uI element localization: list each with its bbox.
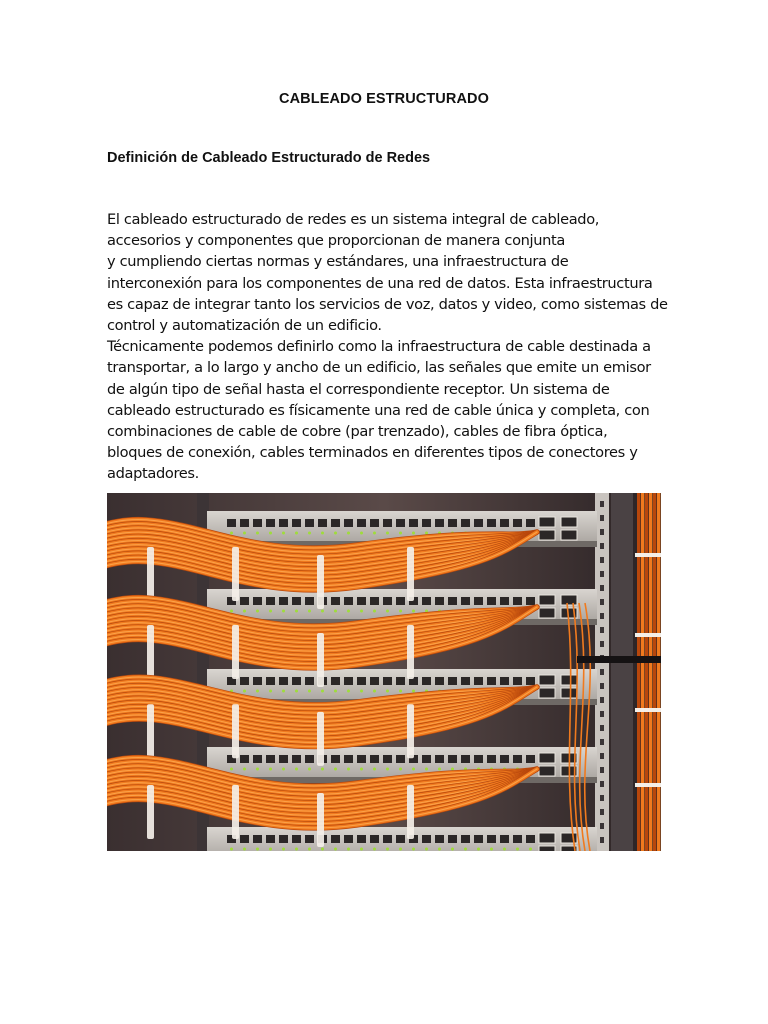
rack-hole [600, 515, 604, 521]
port [409, 519, 418, 527]
port-led [256, 690, 259, 693]
port-led [360, 610, 363, 613]
port-led [308, 610, 311, 613]
port-led [373, 690, 376, 693]
port [331, 755, 340, 763]
rack-hole [600, 725, 604, 731]
port-led [516, 848, 519, 851]
rack-hole [600, 501, 604, 507]
port [383, 519, 392, 527]
port [240, 597, 249, 605]
port-led [321, 768, 324, 771]
port [357, 755, 366, 763]
port-led [243, 848, 246, 851]
port [240, 835, 249, 843]
port-led [464, 848, 467, 851]
port-led [399, 690, 402, 693]
port-led [243, 532, 246, 535]
cable-tie [317, 793, 324, 847]
port [500, 677, 509, 685]
port-led [360, 532, 363, 535]
port-led [347, 532, 350, 535]
port [227, 519, 236, 527]
port-led [256, 610, 259, 613]
cable-rack-illustration [107, 493, 661, 851]
port-led [386, 610, 389, 613]
port-led [308, 848, 311, 851]
port-led [334, 690, 337, 693]
port [500, 519, 509, 527]
port [487, 835, 496, 843]
rack-hole [600, 571, 604, 577]
port-led [425, 848, 428, 851]
body-line: interconexión para los componentes de una red de datos. Esta infraestructura [107, 274, 653, 292]
uplink-port [539, 517, 555, 527]
port [461, 835, 470, 843]
strap [577, 656, 661, 663]
port [253, 519, 262, 527]
port-led [256, 768, 259, 771]
port [344, 597, 353, 605]
uplink-port [561, 833, 577, 843]
port [474, 597, 483, 605]
port [435, 597, 444, 605]
port [513, 835, 522, 843]
port [305, 519, 314, 527]
port-led [243, 610, 246, 613]
port [422, 519, 431, 527]
cable-tie [407, 625, 414, 679]
port [331, 835, 340, 843]
port [500, 835, 509, 843]
port [461, 677, 470, 685]
uplink-port [539, 846, 555, 851]
port-led [295, 690, 298, 693]
cable-tie [635, 783, 661, 787]
port [474, 677, 483, 685]
port-led [256, 532, 259, 535]
body-line: transportar, a lo largo y ancho de un edificio, las señales que emite un emisor [107, 359, 651, 377]
port [240, 755, 249, 763]
rack-hole [600, 669, 604, 675]
section-heading: Definición de Cableado Estructurado de Redes [107, 150, 431, 166]
uplink-port [539, 595, 555, 605]
uplink-port [539, 530, 555, 540]
port [474, 519, 483, 527]
port [461, 755, 470, 763]
rack-hole [600, 543, 604, 549]
port [474, 835, 483, 843]
cable-tie [317, 555, 324, 609]
port [292, 835, 301, 843]
port [253, 755, 262, 763]
port [370, 597, 379, 605]
port-led [412, 532, 415, 535]
port-led [321, 848, 324, 851]
cable-tie [317, 712, 324, 766]
port [305, 755, 314, 763]
port-led [347, 848, 350, 851]
port [526, 597, 535, 605]
port-led [295, 848, 298, 851]
port [370, 677, 379, 685]
port-led [243, 768, 246, 771]
cable-tie [147, 625, 154, 679]
rack-hole [600, 613, 604, 619]
port [383, 835, 392, 843]
port [513, 677, 522, 685]
port [266, 677, 275, 685]
port-led [425, 768, 428, 771]
port-led [438, 848, 441, 851]
cable-tie [232, 547, 239, 601]
port-led [386, 848, 389, 851]
port [266, 755, 275, 763]
vertical-cable [649, 493, 652, 851]
port [253, 597, 262, 605]
port [344, 755, 353, 763]
port-led [503, 848, 506, 851]
port-led [425, 532, 428, 535]
port [474, 755, 483, 763]
port [435, 755, 444, 763]
port [266, 835, 275, 843]
port-led [256, 848, 259, 851]
port [253, 835, 262, 843]
rack-hole [600, 837, 604, 843]
uplink-port [539, 753, 555, 763]
port-led [230, 768, 233, 771]
rack-hole [600, 529, 604, 535]
port [357, 835, 366, 843]
document-title: CABLEADO ESTRUCTURADO [279, 91, 489, 107]
cable-tie [232, 785, 239, 839]
port-led [360, 690, 363, 693]
cable-tie [147, 785, 154, 839]
port-led [386, 532, 389, 535]
port [383, 677, 392, 685]
port [500, 755, 509, 763]
body-line: accesorios y componentes que proporcionan de manera conjunta [107, 232, 566, 250]
port-led [477, 848, 480, 851]
port [305, 597, 314, 605]
port [357, 597, 366, 605]
rack-hole [600, 809, 604, 815]
port [500, 597, 509, 605]
port [461, 519, 470, 527]
port [331, 519, 340, 527]
port-led [269, 690, 272, 693]
port-led [425, 610, 428, 613]
port-led [282, 610, 285, 613]
uplink-port [539, 688, 555, 698]
port-led [295, 768, 298, 771]
port [396, 677, 405, 685]
port [292, 519, 301, 527]
port [279, 835, 288, 843]
rack-hole [600, 823, 604, 829]
port [513, 519, 522, 527]
port-led [243, 690, 246, 693]
port-led [282, 768, 285, 771]
port-led [451, 848, 454, 851]
port [526, 835, 535, 843]
rack-hole [600, 711, 604, 717]
port-led [230, 532, 233, 535]
port [396, 835, 405, 843]
port [448, 755, 457, 763]
vertical-cable [653, 493, 656, 851]
cable-tie [407, 704, 414, 758]
port [305, 835, 314, 843]
port-led [334, 768, 337, 771]
port-led [529, 848, 532, 851]
uplink-port [561, 530, 577, 540]
port [266, 597, 275, 605]
port [448, 835, 457, 843]
port [357, 519, 366, 527]
port [383, 755, 392, 763]
uplink-port [561, 675, 577, 685]
port-led [295, 610, 298, 613]
port-led [360, 848, 363, 851]
port [396, 755, 405, 763]
port [383, 597, 392, 605]
port-led [373, 610, 376, 613]
cable-tie [147, 704, 154, 758]
rack-rail [611, 493, 633, 851]
cable-rack-photo [107, 493, 661, 851]
vertical-cable [657, 493, 660, 851]
port [266, 519, 275, 527]
uplink-port [539, 675, 555, 685]
port-led [412, 690, 415, 693]
port-led [386, 768, 389, 771]
port-led [373, 848, 376, 851]
port [513, 597, 522, 605]
rack-hole [600, 767, 604, 773]
cable-tie [635, 633, 661, 637]
uplink-port [561, 595, 577, 605]
port [448, 597, 457, 605]
port [513, 755, 522, 763]
port-led [373, 532, 376, 535]
port [435, 677, 444, 685]
port [526, 677, 535, 685]
port-led [334, 532, 337, 535]
port [292, 597, 301, 605]
uplink-port [561, 517, 577, 527]
port [487, 597, 496, 605]
port-led [451, 768, 454, 771]
rack-hole [600, 739, 604, 745]
port-led [399, 848, 402, 851]
uplink-port [539, 833, 555, 843]
cable-tie [147, 547, 154, 601]
port [331, 597, 340, 605]
cable-tie [407, 547, 414, 601]
body-line: es capaz de integrar tanto los servicios de voz, datos y video, como sistemas de [107, 295, 668, 313]
port [487, 755, 496, 763]
body-line: y cumpliendo ciertas normas y estándares, una infraestructura de [107, 253, 569, 271]
port [331, 677, 340, 685]
port [253, 677, 262, 685]
rack-hole [600, 683, 604, 689]
body-paragraph [107, 209, 687, 485]
port-led [230, 848, 233, 851]
port-led [347, 768, 350, 771]
port-led [321, 690, 324, 693]
port-led [282, 848, 285, 851]
uplink-port [561, 688, 577, 698]
body-line: cableado estructurado es físicamente una red de cable única y completa, con [107, 401, 650, 419]
port-led [321, 610, 324, 613]
rack-hole [600, 557, 604, 563]
port [487, 519, 496, 527]
port [448, 519, 457, 527]
body-line: adaptadores. [107, 465, 199, 483]
port-led [399, 532, 402, 535]
cable-tie [635, 708, 661, 712]
port-led [282, 532, 285, 535]
port [422, 755, 431, 763]
rack-hole [600, 781, 604, 787]
port-led [295, 532, 298, 535]
port-led [438, 768, 441, 771]
port [448, 677, 457, 685]
port [422, 677, 431, 685]
port [305, 677, 314, 685]
rack-hole [600, 641, 604, 647]
port [435, 519, 444, 527]
port [370, 519, 379, 527]
port [526, 755, 535, 763]
port [279, 519, 288, 527]
port [422, 597, 431, 605]
rack-hole [600, 585, 604, 591]
port [344, 835, 353, 843]
port [292, 677, 301, 685]
port-led [412, 848, 415, 851]
port [487, 677, 496, 685]
port [370, 755, 379, 763]
cable-tie [407, 785, 414, 839]
port-led [399, 610, 402, 613]
port-led [269, 768, 272, 771]
port-led [399, 768, 402, 771]
port [344, 677, 353, 685]
port [279, 755, 288, 763]
cable-tie [635, 553, 661, 557]
port-led [412, 610, 415, 613]
port-led [308, 768, 311, 771]
port-led [347, 690, 350, 693]
port [435, 835, 444, 843]
uplink-port [539, 608, 555, 618]
body-line: El cableado estructurado de redes es un sistema integral de cableado, [107, 211, 600, 228]
port [240, 677, 249, 685]
port-led [269, 848, 272, 851]
port [318, 519, 327, 527]
cable-tie [232, 704, 239, 758]
port [422, 835, 431, 843]
port [396, 519, 405, 527]
cable-tie [232, 625, 239, 679]
port-led [282, 690, 285, 693]
rack-hole [600, 795, 604, 801]
port-led [269, 532, 272, 535]
port-led [490, 848, 493, 851]
port [357, 677, 366, 685]
port-led [412, 768, 415, 771]
port [344, 519, 353, 527]
vertical-cable [645, 493, 648, 851]
port-led [334, 848, 337, 851]
body-line: combinaciones de cable de cobre (par trenzado), cables de fibra óptica, [107, 423, 608, 441]
port [396, 597, 405, 605]
port-led [334, 610, 337, 613]
port-led [308, 532, 311, 535]
port [279, 677, 288, 685]
body-line: control y automatización de un edificio. [107, 317, 382, 335]
rack-hole [600, 753, 604, 759]
port-led [308, 690, 311, 693]
port [292, 755, 301, 763]
port [461, 597, 470, 605]
vertical-cable [641, 493, 644, 851]
port [279, 597, 288, 605]
vertical-cable [637, 493, 640, 851]
rack-hole [600, 627, 604, 633]
cable-tie [317, 633, 324, 687]
body-line: bloques de conexión, cables terminados en diferentes tipos de conectores y [107, 444, 638, 462]
uplink-port [539, 766, 555, 776]
port-led [347, 610, 350, 613]
body-line: Técnicamente podemos definirlo como la infraestructura de cable destinada a [107, 338, 651, 356]
port [240, 519, 249, 527]
port-led [269, 610, 272, 613]
body-line: de algún tipo de señal hasta el correspondiente receptor. Un sistema de [107, 380, 610, 398]
port-led [360, 768, 363, 771]
port-led [230, 610, 233, 613]
rack-hole [600, 697, 604, 703]
port-led [321, 532, 324, 535]
port-led [386, 690, 389, 693]
port [526, 519, 535, 527]
rack-hole [600, 599, 604, 605]
port [370, 835, 379, 843]
port-led [373, 768, 376, 771]
